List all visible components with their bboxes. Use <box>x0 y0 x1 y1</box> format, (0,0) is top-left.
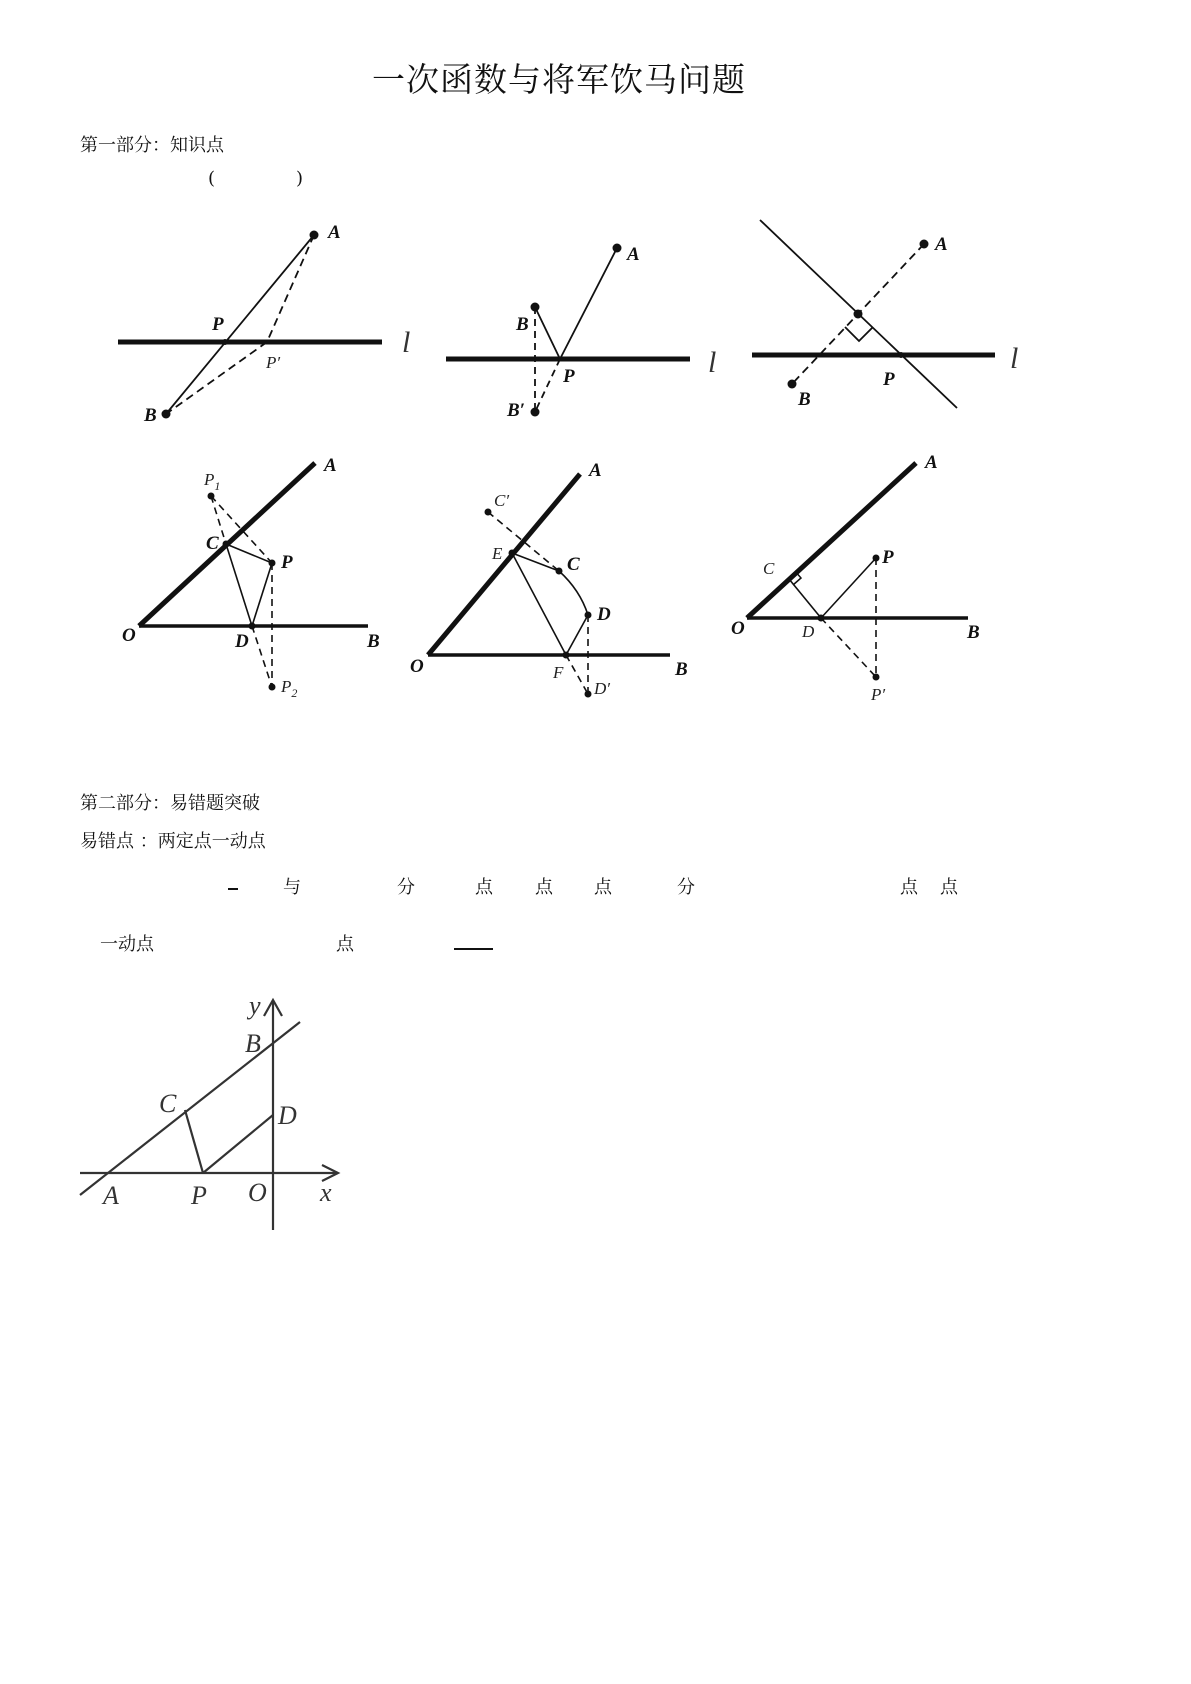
label-B: B <box>367 631 380 652</box>
text-dian-6: 点 <box>336 934 354 955</box>
text-dian-3: 点 <box>594 877 612 898</box>
label-P-prime: P′ <box>266 353 281 372</box>
label-C: C <box>567 554 580 575</box>
label-P2: $P_2$ <box>281 677 298 700</box>
label-A: A <box>935 234 948 255</box>
label-B: B <box>967 622 980 643</box>
label-l: l <box>402 326 411 359</box>
label-B: B <box>245 1029 261 1058</box>
text-fen-2: 分 <box>677 877 695 898</box>
label-P: P <box>882 547 894 568</box>
label-B: B <box>675 659 688 680</box>
label-P-prime: P′ <box>871 685 886 704</box>
label-C-prime: C′ <box>494 491 510 510</box>
text-dian-2: 点 <box>535 877 553 898</box>
label-B: B <box>516 314 529 335</box>
label-l: l <box>708 346 717 379</box>
label-P: P <box>883 369 895 390</box>
paren-close: ) <box>296 168 304 189</box>
label-B: B <box>798 389 811 410</box>
label-P: P <box>563 366 575 387</box>
text-fen-1: 分 <box>397 877 415 898</box>
paren-open: ( <box>208 168 216 189</box>
label-A: A <box>324 455 337 476</box>
label-D-prime: D′ <box>594 679 610 698</box>
label-A: A <box>589 460 602 481</box>
label-A: A <box>328 222 341 243</box>
label-O: O <box>410 656 424 677</box>
label-P: P <box>191 1181 207 1210</box>
section-heading-part2: 第二部分：易错题突破 <box>80 793 260 814</box>
label-l: l <box>1010 342 1019 375</box>
text-dian-5: 点 <box>940 877 958 898</box>
label-P1: $P_1$ <box>204 470 221 493</box>
label-x: x <box>320 1178 332 1207</box>
label-D: D <box>235 631 249 652</box>
label-B-prime: B′ <box>507 400 526 421</box>
text-moving-point: 一动点 <box>100 934 154 955</box>
label-D: D <box>278 1101 297 1130</box>
label-O: O <box>248 1178 267 1207</box>
label-C: C <box>206 533 219 554</box>
label-D: D <box>802 622 815 641</box>
label-C: C <box>763 559 775 578</box>
error-point-label: 易错点 ：两定点一动点 <box>80 831 266 852</box>
label-C: C <box>159 1089 177 1118</box>
label-y: y <box>249 991 261 1020</box>
label-O: O <box>122 625 136 646</box>
label-D: D <box>597 604 611 625</box>
section-heading-part1: 第一部分：知识点 <box>80 135 224 156</box>
label-A: A <box>627 244 640 265</box>
label-P: P <box>212 314 224 335</box>
text-yu: 与 <box>283 877 301 898</box>
page-title: 一次函数与将军饮马问题 <box>372 60 746 99</box>
label-O: O <box>731 618 745 639</box>
label-A: A <box>925 452 938 473</box>
text-dian-4: 点 <box>900 877 918 898</box>
label-F: F <box>553 663 564 682</box>
label-B: B <box>144 405 157 426</box>
label-P: P <box>281 552 293 573</box>
text-dian-1: 点 <box>475 877 493 898</box>
label-E: E <box>492 544 503 563</box>
label-A: A <box>103 1181 119 1210</box>
